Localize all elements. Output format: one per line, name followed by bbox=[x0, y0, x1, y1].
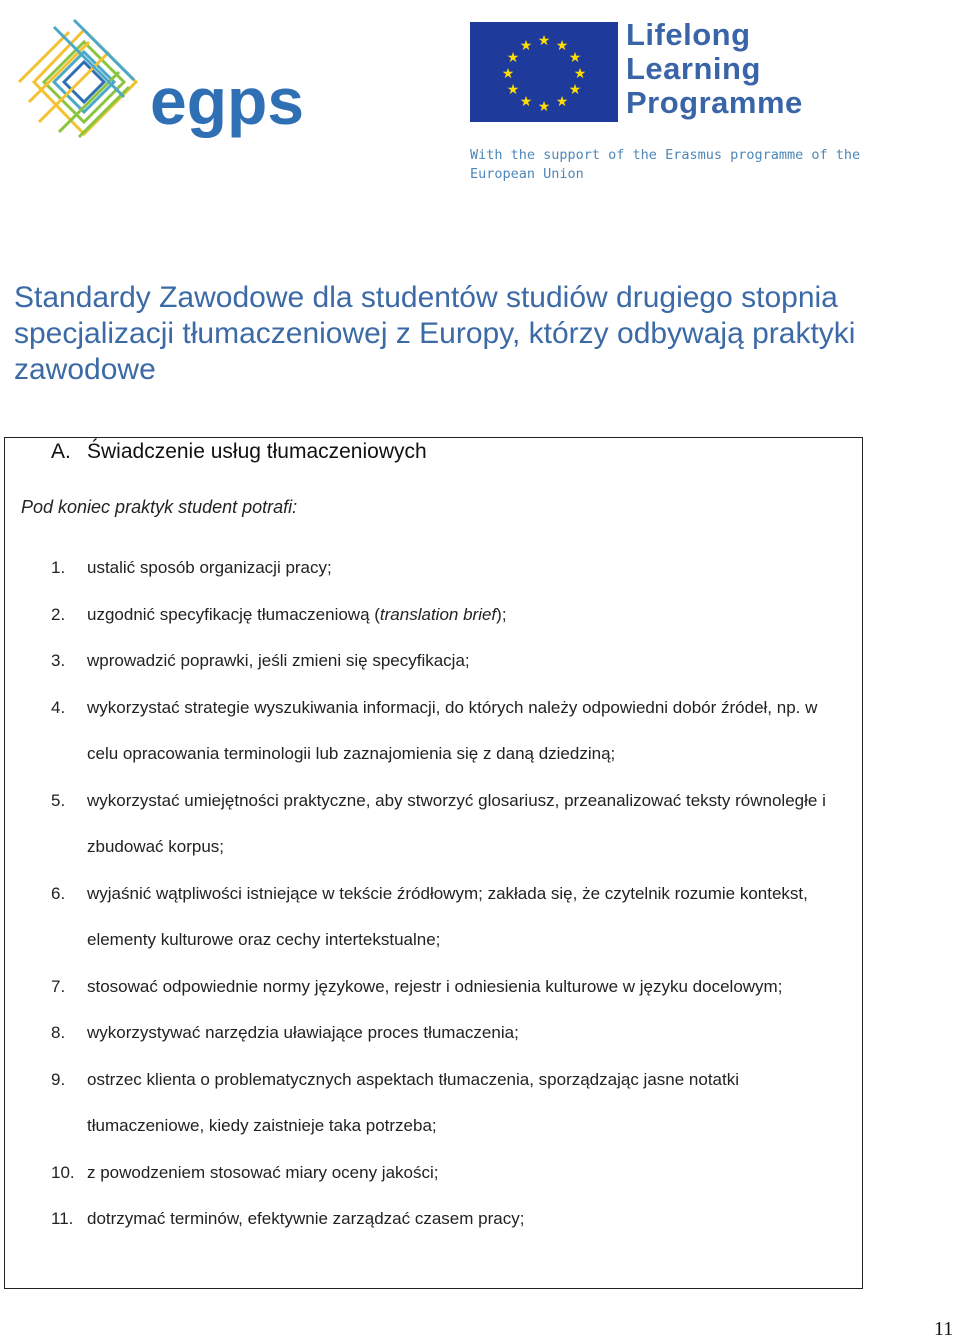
list-item bbox=[51, 1150, 851, 1197]
item-text: dotrzymać terminów, efektywnie zarządzać czasem pracy; bbox=[87, 1209, 525, 1228]
item-text: wykorzystać strategie wyszukiwania informacji, do których należy odpowiedni dobór źródeł, np. w celu opracowania terminologii lub zaznajomienia się z daną dziedziną; bbox=[87, 697, 818, 763]
llp-line-1: Lifelong bbox=[626, 17, 751, 52]
list-item bbox=[51, 638, 851, 685]
svg-text:★: ★ bbox=[506, 50, 520, 66]
svg-text:★: ★ bbox=[506, 82, 520, 98]
item-text-post: ); bbox=[496, 604, 507, 624]
item-text-emphasis: translation brief bbox=[379, 604, 497, 624]
llp-line-3: Programme bbox=[626, 85, 803, 120]
section-title: Świadczenie usług tłumaczeniowych bbox=[87, 440, 427, 463]
item-text: wykorzystać umiejętności praktyczne, aby stworzyć glosariusz, przeanalizować teksty równoległe i zbudować korpus; bbox=[87, 790, 826, 856]
item-number: 11. bbox=[51, 1209, 74, 1228]
list-item bbox=[51, 1010, 851, 1057]
page-number: 11 bbox=[934, 1318, 954, 1340]
list-item bbox=[51, 685, 851, 778]
item-number: 2. bbox=[51, 604, 66, 624]
item-number: 7. bbox=[51, 976, 66, 996]
svg-text:★: ★ bbox=[501, 66, 515, 82]
svg-text:★: ★ bbox=[537, 33, 551, 49]
erasmus-support-note: With the support of the Erasmus programme of the European Union bbox=[470, 147, 861, 182]
item-number: 3. bbox=[51, 651, 66, 670]
list-item bbox=[51, 871, 851, 964]
svg-text:★: ★ bbox=[537, 99, 551, 115]
list-item bbox=[51, 1196, 851, 1243]
item-text: ostrzec klienta o problematycznych aspektach tłumaczenia, sporządzając jasne notatki tłumaczeniowe, kiedy zaistnieje taka potrzeba; bbox=[87, 1069, 740, 1135]
item-text: wprowadzić poprawki, jeśli zmieni się specyfikacja; bbox=[87, 651, 470, 670]
section-letter: A. bbox=[51, 440, 71, 463]
item-number: 4. bbox=[51, 697, 66, 717]
svg-text:★: ★ bbox=[555, 38, 569, 54]
document-title: Standardy Zawodowe dla studentów studiów drugiego stopnia specjalizacji tłumaczeniowej z Europy, którzy odbywają praktyki zawodowe bbox=[14, 281, 856, 386]
item-text: z powodzeniem stosować miary oceny jakości; bbox=[87, 1162, 439, 1182]
egps-logo bbox=[14, 12, 344, 142]
lead-sentence: Pod koniec praktyk student potrafi: bbox=[21, 497, 298, 517]
list-item bbox=[51, 1057, 851, 1150]
svg-text:★: ★ bbox=[519, 38, 533, 54]
svg-text:★: ★ bbox=[568, 50, 582, 66]
llp-logo-text bbox=[626, 18, 803, 120]
item-text: wyjaśnić wątpliwości istniejące w tekście źródłowym; zakłada się, że czytelnik rozumie kontekst, elementy kulturowe oraz cechy intertekstualne; bbox=[87, 883, 808, 949]
item-text-pre: uzgodnić specyfikację tłumaczeniową ( bbox=[87, 604, 380, 624]
item-text: wykorzystywać narzędzia uławiające proces tłumaczenia; bbox=[87, 1023, 519, 1042]
list-item bbox=[51, 778, 851, 871]
svg-text:★: ★ bbox=[555, 94, 569, 110]
svg-text:★: ★ bbox=[568, 82, 582, 98]
list-item bbox=[51, 545, 851, 592]
list-item bbox=[51, 592, 851, 639]
section-heading bbox=[51, 438, 427, 466]
outcomes-list bbox=[51, 545, 851, 1243]
item-text: stosować odpowiednie normy językowe, rejestr i odniesienia kulturowe w języku docelowym; bbox=[87, 976, 783, 996]
item-text: ustalić sposób organizacji pracy; bbox=[87, 558, 332, 577]
lifelong-learning-programme-logo bbox=[468, 18, 828, 128]
eu-flag-icon bbox=[470, 22, 618, 122]
item-number: 6. bbox=[51, 883, 66, 903]
item-number: 1. bbox=[51, 558, 66, 577]
item-number: 8. bbox=[51, 1023, 66, 1042]
egps-logo-text: egps bbox=[150, 64, 305, 138]
svg-text:★: ★ bbox=[519, 94, 533, 110]
llp-line-2: Learning bbox=[626, 51, 761, 86]
svg-text:★: ★ bbox=[573, 66, 587, 82]
item-number: 5. bbox=[51, 790, 66, 810]
list-item bbox=[51, 964, 851, 1011]
item-number: 9. bbox=[51, 1069, 66, 1089]
item-number: 10. bbox=[51, 1162, 75, 1182]
